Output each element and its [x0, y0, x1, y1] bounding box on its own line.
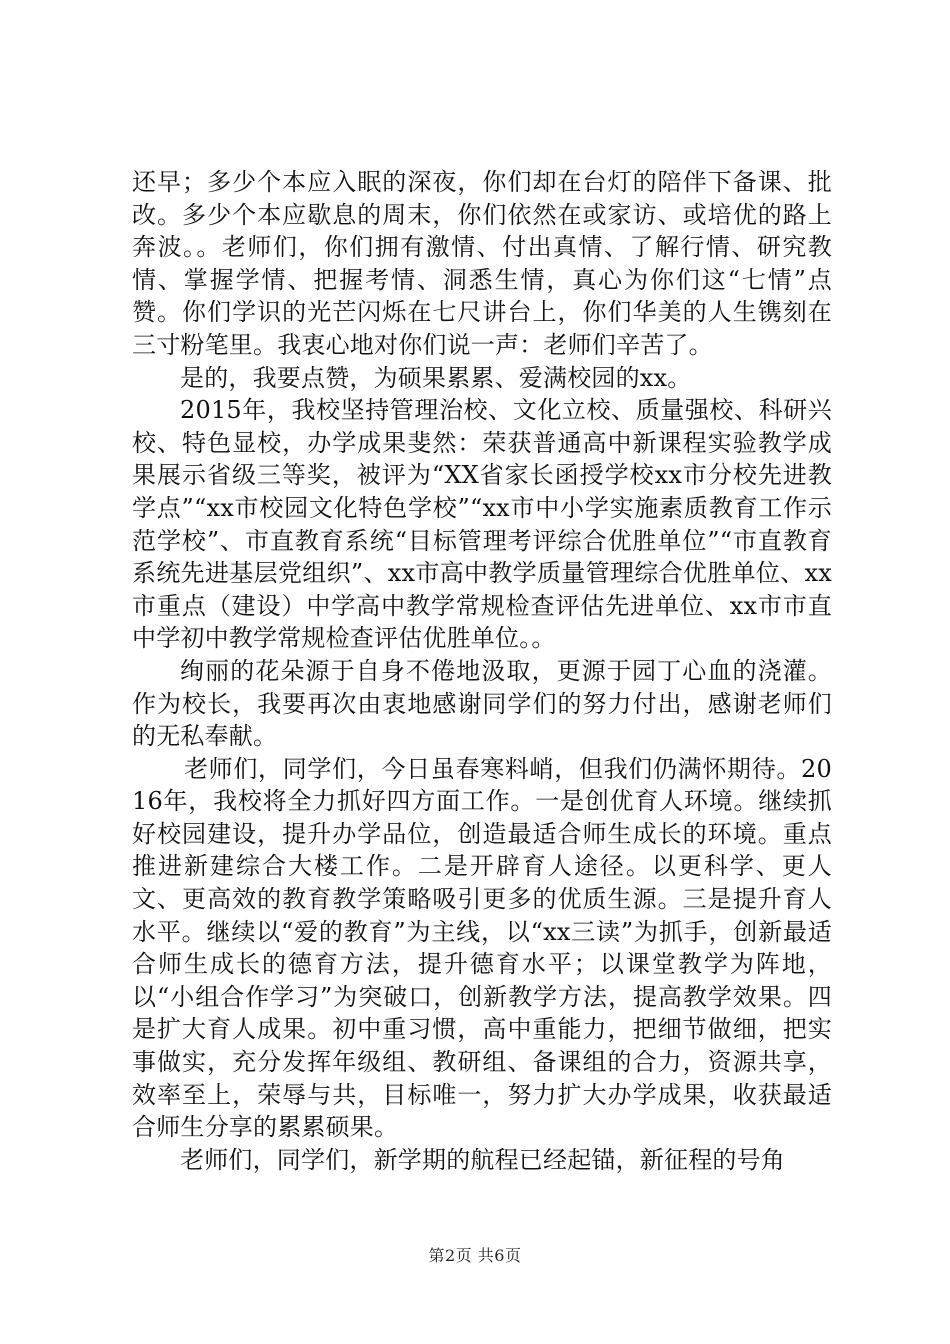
paragraph-2016-plans: 老师们，同学们，今日虽春寒料峭，但我们仍满怀期待。2016年，我校将全力抓好四方面工作。一是创优育人环境。继续抓好校园建设，提升办学品位，创造最适合师生成长的环境。重点推进新建综合大楼工作。二是开辟育人途径。以更科学、更人文、更高效的教育教学策略吸引更多的优质生源。三是提升育人水平。继续以“爱的教育”为主线，以“xx三读”为抓手，创新最适合师生成长的德育方法，提升德育水平；以课堂教学为阵地，以“小组合作学习”为突破口，创新教学方法，提高教学效果。四是扩大育人成果。初中重习惯，高中重能力，把细节做细，把实事做实，充分发挥年级组、教研组、备课组的合力，资源共享，效率至上，荣辱与共，目标唯一，努力扩大办学成果，收获最适合师生分享的累累硕果。 [132, 754, 832, 1142]
paragraph-praise-school: 是的，我要点赞，为硕果累累、爱满校园的xx。 [180, 363, 692, 392]
paragraph-new-semester: 老师们，同学们，新学期的航程已经起锚，新征程的号角 [180, 1145, 785, 1174]
page-number-footer: 第2页 共6页 [428, 1246, 522, 1265]
document-body [132, 166, 832, 1176]
paragraph-gratitude: 绚丽的花朵源于自身不倦地汲取，更源于园丁心血的浇灌。作为校长，我要再次由衷地感谢同学们的努力付出，感谢老师们的无私奉献。 [132, 656, 832, 751]
paragraph-teachers-dedication: 还早；多少个本应入眠的深夜，你们却在台灯的陪伴下备课、批改。多少个本应歇息的周末，你们依然在或家访、或培优的路上奔波。。老师们，你们拥有激情、付出真情、了解行情、研究教情、掌握学情、把握考情、洞悉生情，真心为你们这“七情”点赞。你们学识的光芒闪烁在七尺讲台上，你们华美的人生镌刻在三寸粉笔里。我衷心地对你们说一声：老师们辛苦了。 [132, 168, 832, 359]
paragraph-2015-achievements: 2015年，我校坚持管理治校、文化立校、质量强校、科研兴校、特色显校，办学成果斐然：荣获普通高中新课程实验教学成果展示省级三等奖，被评为“XX省家长函授学校xx市分校先进教学点”“xx市校园文化特色学校”“xx市中小学实施素质教育工作示范学校”、市直教育系统“目标管理考评综合优胜单位”“市直教育系统先进基层党组织”、xx市高中教学质量管理综合优胜单位、xx市重点（建设）中学高中教学常规检查评估先进单位、xx市市直中学初中教学常规检查评估优胜单位。。 [132, 396, 832, 653]
